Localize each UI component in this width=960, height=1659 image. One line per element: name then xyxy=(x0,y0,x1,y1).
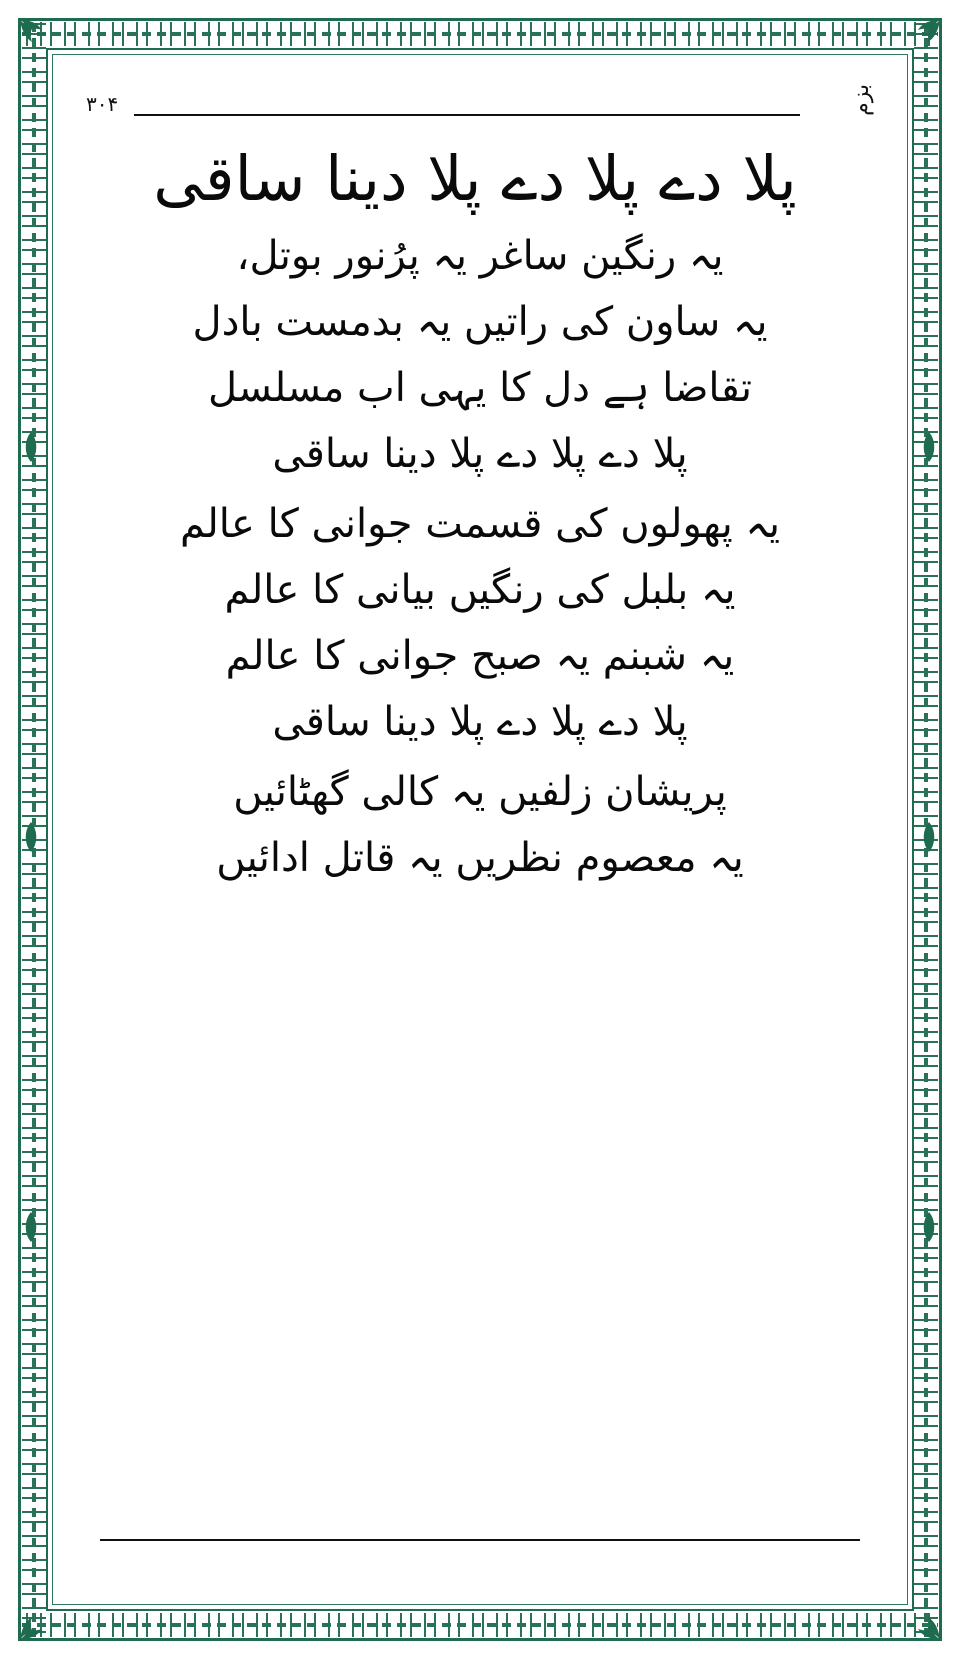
side-leaf-icon xyxy=(20,820,42,854)
side-leaf-icon xyxy=(20,430,42,464)
corner-leaf-icon xyxy=(912,1611,942,1641)
ornament-band-top xyxy=(22,22,938,46)
poem-refrain-line: پلا دے پلا دے پلا دینا ساقی xyxy=(272,699,688,745)
page-number: ۳۰۴ xyxy=(86,92,119,116)
corner-leaf-icon xyxy=(18,18,48,48)
ornament-band-bottom xyxy=(22,1613,938,1637)
poem-title-line: پلا دے پلا دے پلا دینا ساقی xyxy=(153,142,797,215)
poem-line: یہ معصوم نظریں یہ قاتل ادائیں xyxy=(216,835,744,881)
poem-line: پریشان زلفیں یہ کالی گھٹائیں xyxy=(233,769,727,815)
poem-body xyxy=(78,140,882,1509)
poem-line: یہ رنگین ساغر یہ پرُنور بوتل، xyxy=(236,233,724,279)
book-title-mark: بزم xyxy=(849,84,874,116)
page-header xyxy=(86,84,874,134)
footer-rule xyxy=(100,1539,860,1541)
side-leaf-icon xyxy=(918,430,940,464)
poem-refrain-line: پلا دے پلا دے پلا دینا ساقی xyxy=(272,431,688,477)
poem-line: یہ ساون کی راتیں یہ بدمست بادل xyxy=(192,299,768,345)
corner-leaf-icon xyxy=(18,1611,48,1641)
header-rule xyxy=(134,114,800,116)
side-leaf-icon xyxy=(20,1210,42,1244)
side-leaf-icon xyxy=(918,1210,940,1244)
poem-line: تقاضا ہے دل کا یہی اب مسلسل xyxy=(208,365,752,411)
poem-line: یہ پھولوں کی قسمت جوانی کا عالم xyxy=(180,501,780,547)
corner-leaf-icon xyxy=(912,18,942,48)
poem-line: یہ شبنم یہ صبح جوانی کا عالم xyxy=(225,633,735,679)
side-leaf-icon xyxy=(918,820,940,854)
poem-line: یہ بلبل کی رنگیں بیانی کا عالم xyxy=(224,567,736,613)
